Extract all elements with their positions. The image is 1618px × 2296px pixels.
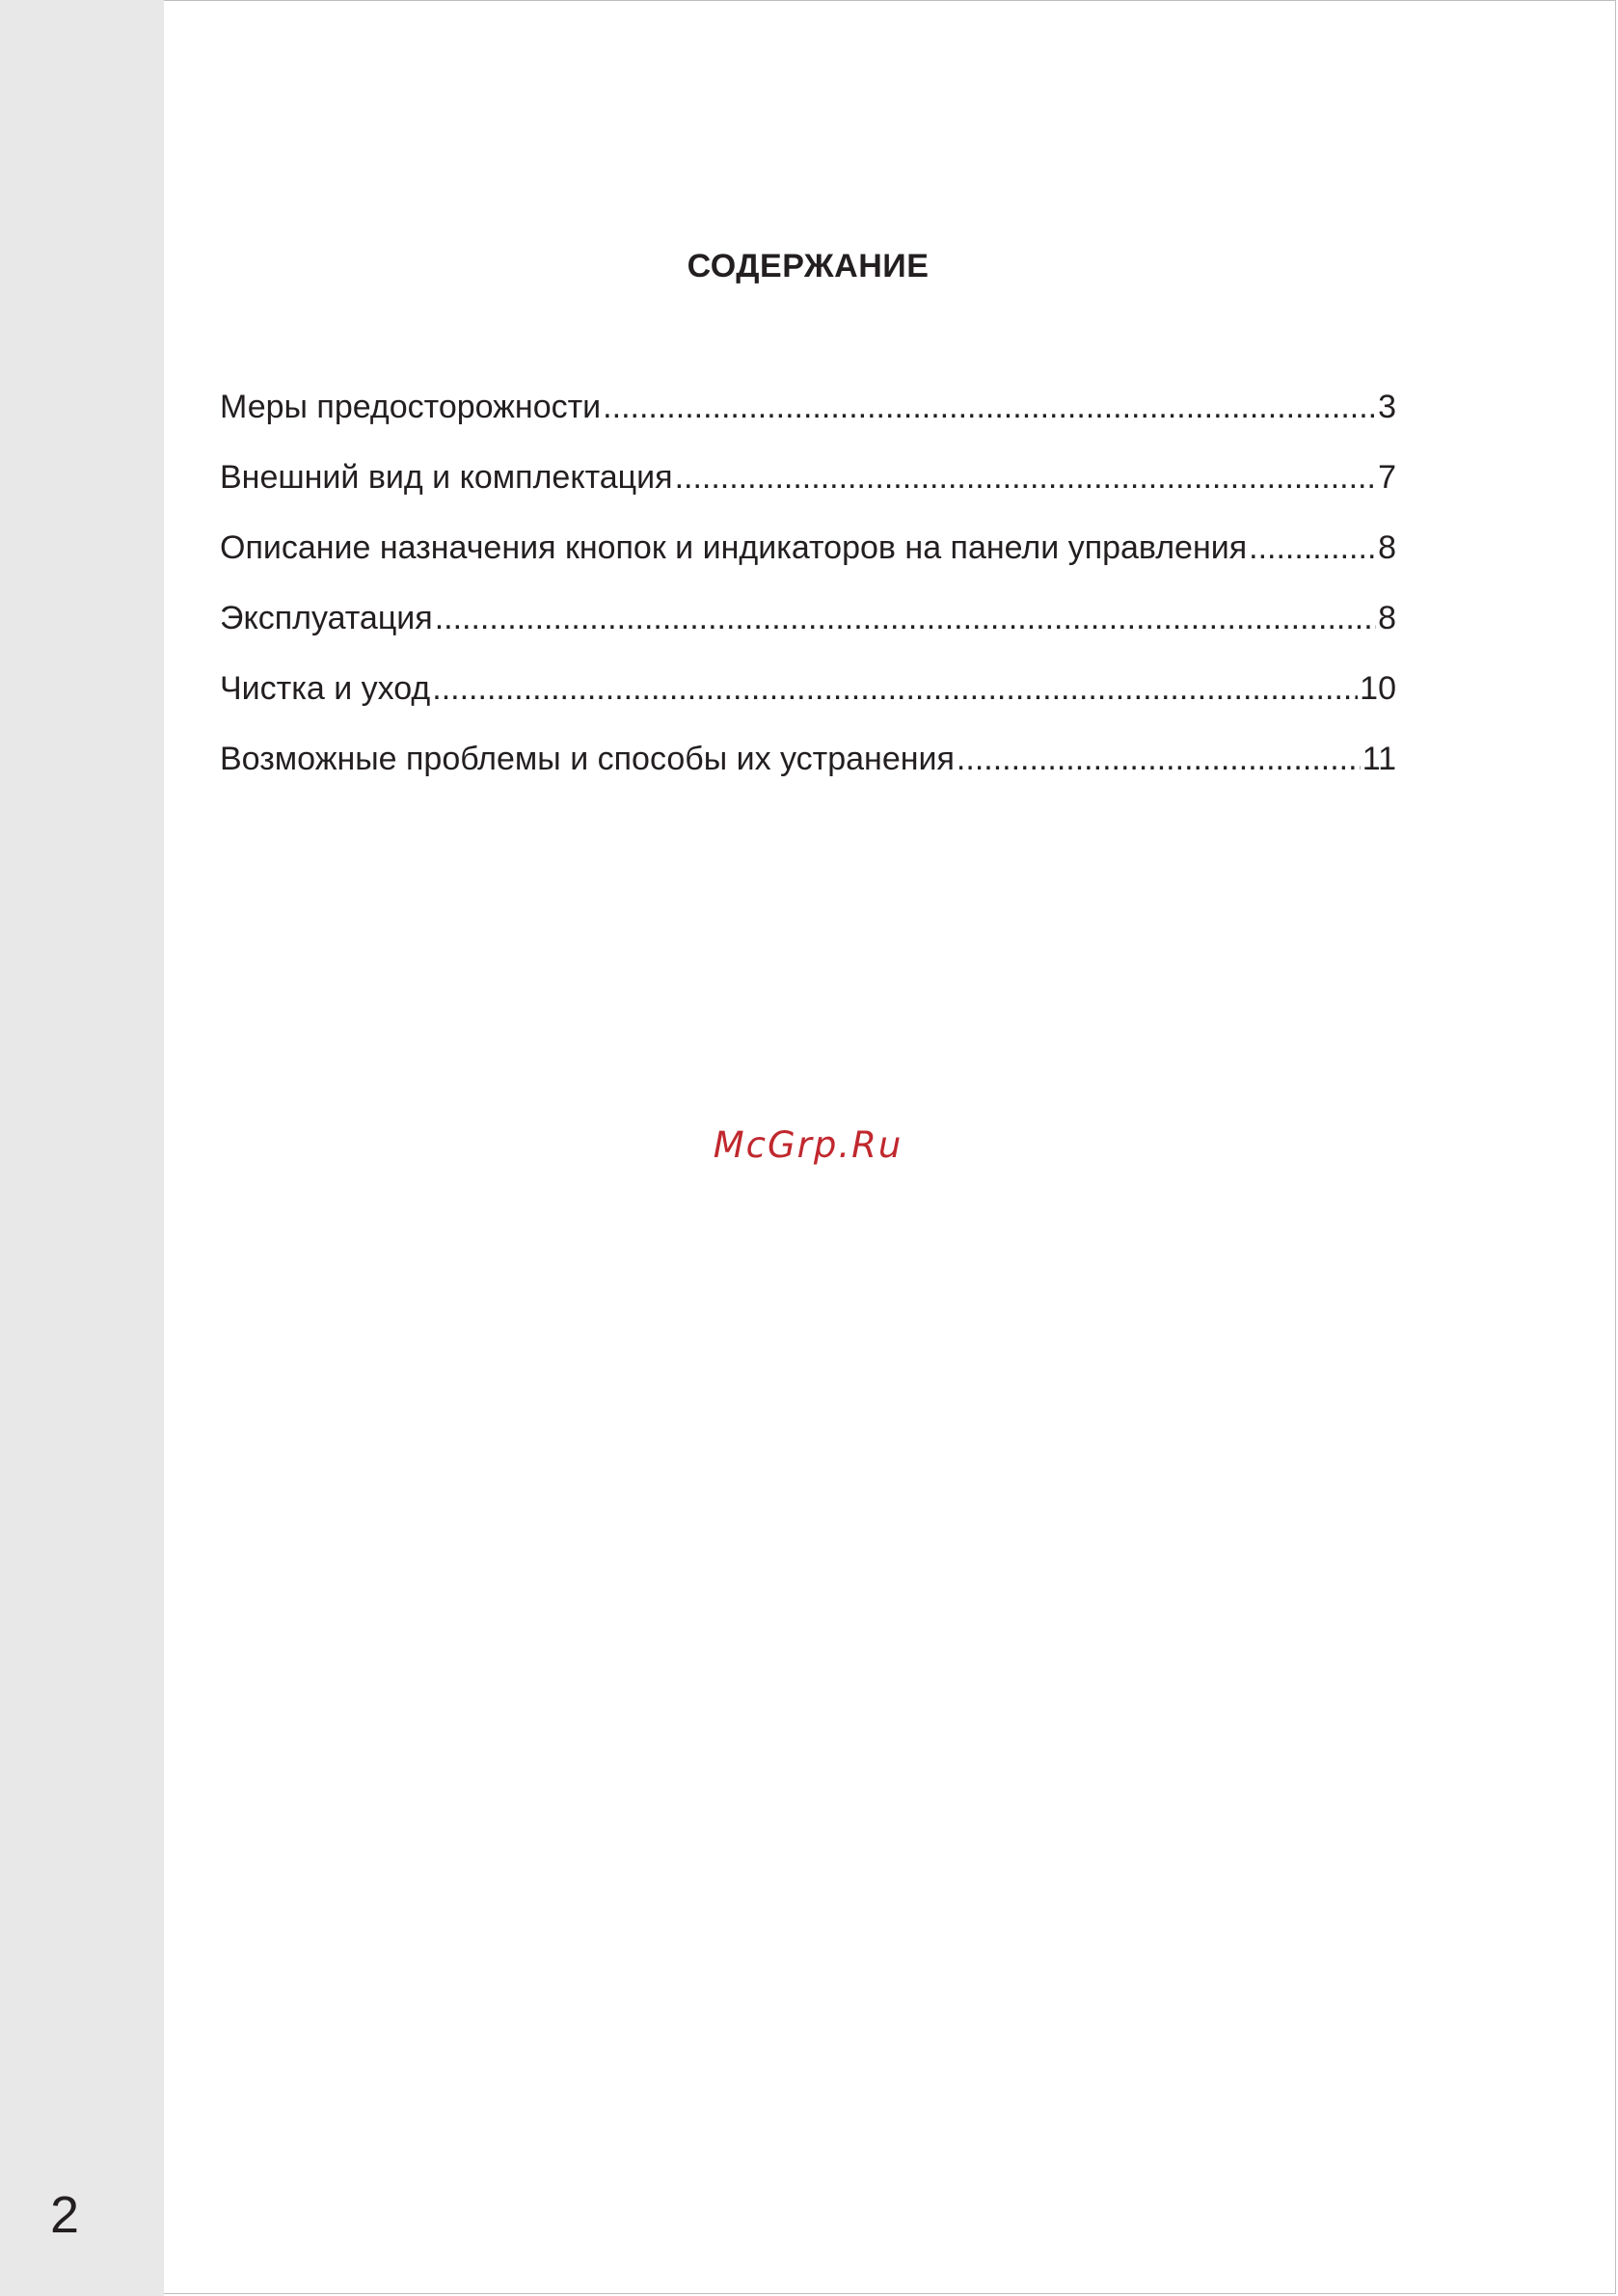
toc-leader-dots [675,454,1377,500]
toc-entry-label: Эксплуатация [220,600,433,636]
left-margin-strip [0,0,164,2296]
toc-entry-page: 8 [1378,600,1396,636]
toc-entry-page: 3 [1378,389,1396,425]
toc-entry[interactable] [220,525,1396,595]
toc-list [220,384,1396,806]
toc-leader-dots [957,736,1361,782]
toc-entry-label: Описание назначения кнопок и индикаторов на панели управления [220,529,1248,566]
toc-entry[interactable] [220,736,1396,806]
toc-entry-page: 8 [1378,529,1396,566]
toc-leader-dots [435,595,1376,641]
toc-leader-dots [432,665,1358,712]
toc-entry-label: Меры предосторожности [220,389,602,425]
toc-entry-page: 7 [1378,459,1396,496]
toc-entry-label: Возможные проблемы и способы их устранения [220,741,955,777]
toc-entry[interactable] [220,454,1396,525]
toc-entry-page: 11 [1362,741,1396,777]
toc-entry-label: Чистка и уход [220,670,431,707]
toc-entry[interactable] [220,665,1396,736]
toc-leader-dots [603,384,1376,430]
toc-title: СОДЕРЖАНИЕ [687,248,930,284]
watermark: McGrp.Ru [713,1124,903,1166]
toc-entry-label: Внешний вид и комплектация [220,459,673,496]
page-number: 2 [50,2186,80,2244]
toc-leader-dots [1249,525,1376,571]
toc-entry[interactable] [220,595,1396,665]
toc-entry[interactable] [220,384,1396,454]
toc-entry-page: 10 [1360,670,1396,707]
